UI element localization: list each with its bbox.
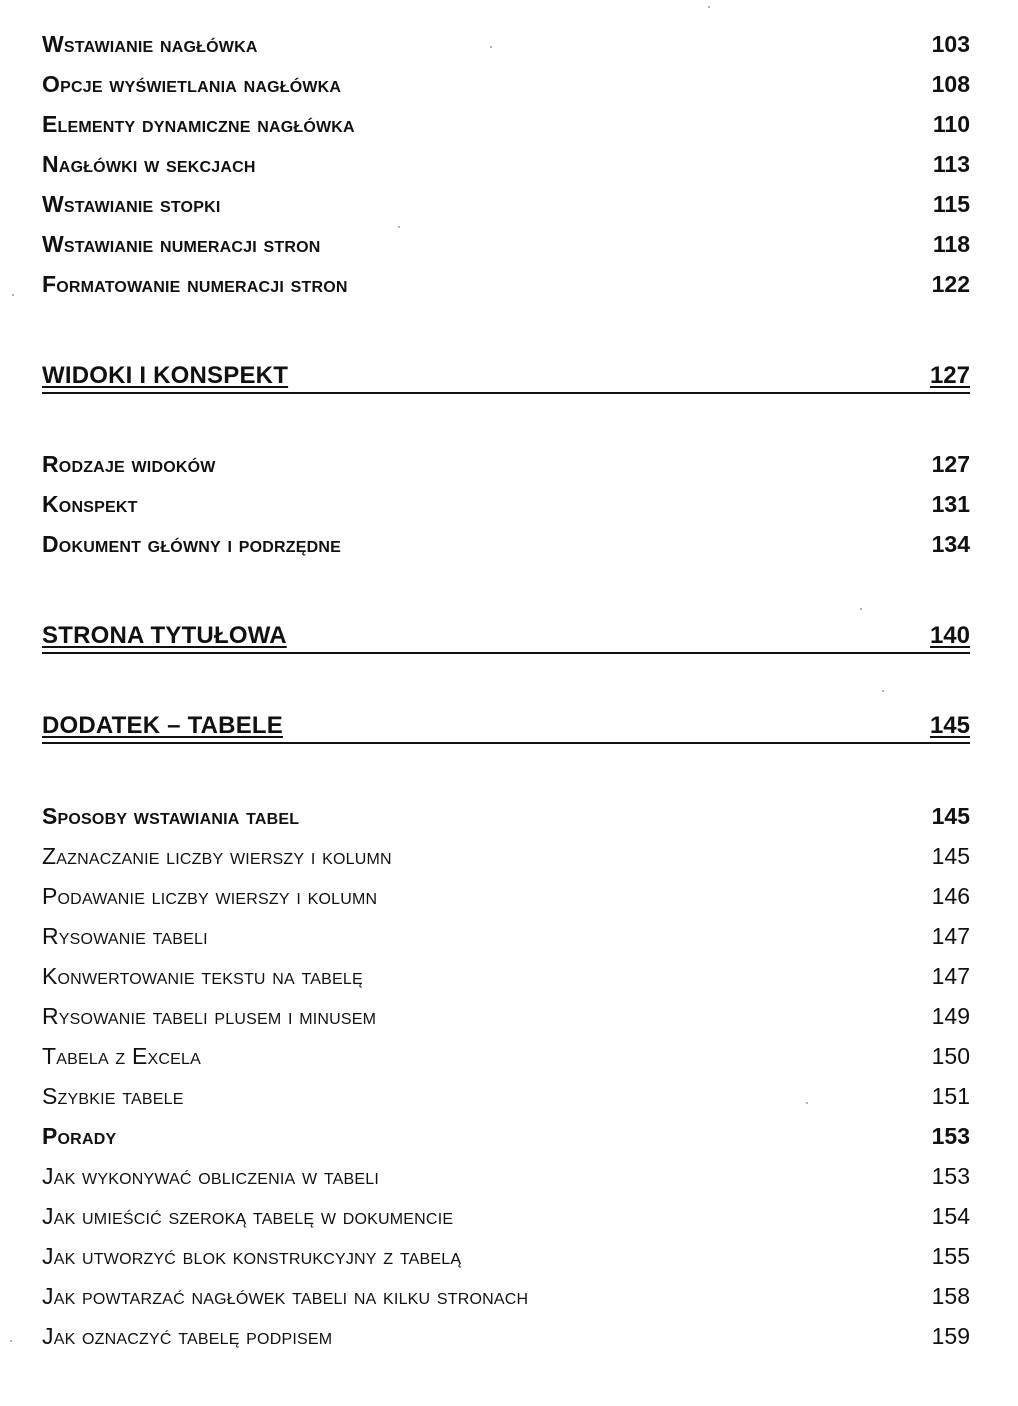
toc-entry-page: 151 [931,1083,970,1109]
toc-entry [42,70,970,102]
scan-speck [882,690,884,692]
toc-chapter-title: WIDOKI I KONSPEKT [42,362,289,389]
toc-entry [42,230,970,262]
chapter-rule [42,742,970,744]
toc-entry [42,1122,970,1154]
toc-entry-page: 134 [931,531,970,557]
toc-entry-page: 159 [931,1323,970,1349]
toc-entry-page: 146 [931,883,970,909]
toc-entry [42,530,970,562]
toc-entry-title: Porady [42,1123,117,1149]
toc-entry-title: Rysowanie tabeli plusem i minusem [42,1003,377,1029]
scan-speck [490,46,492,48]
toc-entry-page: 150 [931,1043,970,1069]
toc-entry-title: Jak oznaczyć tabelę podpisem [42,1323,333,1349]
toc-chapter-heading [42,704,970,744]
toc-chapter-title: STRONA TYTUŁOWA [42,622,287,649]
toc-entry [42,1162,970,1194]
toc-entry [42,450,970,482]
toc-entry [42,922,970,954]
toc-entry-page: 145 [931,803,970,829]
toc-entry [42,30,970,62]
toc-entry-title: Konspekt [42,491,138,517]
toc-entry-page: 108 [931,71,970,97]
toc-entry-title: Rysowanie tabeli [42,923,208,949]
toc-entry-page: 115 [932,191,970,217]
toc-entry-title: Podawanie liczby wierszy i kolumn [42,883,378,909]
toc-entry-page: 122 [931,271,970,297]
toc-chapter-heading [42,354,970,394]
toc-entry-page: 155 [931,1243,970,1269]
toc-entry-title: Jak utworzyć blok konstrukcyjny z tabelą [42,1243,462,1269]
toc-chapter-page: 140 [929,622,970,649]
toc-entry-title: Wstawianie numeracji stron [42,231,321,257]
toc-entry [42,270,970,302]
scan-speck [860,608,862,610]
toc-entry-page: 149 [931,1003,970,1029]
toc-entry-title: Konwertowanie tekstu na tabelę [42,963,363,989]
toc-entry [42,802,970,834]
scan-speck [708,6,710,8]
toc-entry [42,1042,970,1074]
toc-chapter-page: 127 [929,362,970,389]
toc-entry [42,842,970,874]
toc-entry-title: Tabela z Excela [42,1043,201,1069]
toc-entry [42,1322,970,1354]
toc-entry-title: Wstawianie nagłówka [42,31,258,57]
toc-entry-page: 153 [931,1123,970,1149]
toc-entry-page: 147 [931,963,970,989]
toc-entry-page: 103 [931,31,970,57]
toc-entry-page: 110 [932,111,970,137]
toc-entry-title: Formatowanie numeracji stron [42,271,348,297]
toc-entry-title: Wstawianie stopki [42,191,221,217]
scan-speck [10,1340,12,1342]
toc-entry-title: Rodzaje widoków [42,451,216,477]
toc-entry-page: 153 [931,1163,970,1189]
toc-chapter-page: 145 [929,712,970,739]
scan-speck [398,226,400,228]
toc-entry-title: Szybkie tabele [42,1083,184,1109]
toc-entry [42,1202,970,1234]
scan-speck [806,1102,808,1104]
chapter-rule [42,652,970,654]
toc-entry-title: Jak powtarzać nagłówek tabeli na kilku stronach [42,1283,529,1309]
toc-entry-page: 145 [931,843,970,869]
toc-entry-title: Elementy dynamiczne nagłówka [42,111,355,137]
toc-entry [42,1002,970,1034]
toc-entry-title: Dokument główny i podrzędne [42,531,341,557]
toc-entry [42,1242,970,1274]
toc-chapter-title: DODATEK – TABELE [42,712,283,739]
toc-entry-title: Jak umieścić szeroką tabelę w dokumencie [42,1203,454,1229]
toc-entry-page: 154 [931,1203,970,1229]
toc-entry [42,110,970,142]
toc-entry-page: 147 [931,923,970,949]
toc-entry-title: Opcje wyświetlania nagłówka [42,71,342,97]
toc-entry-page: 113 [932,151,970,177]
toc-entry [42,190,970,222]
toc-entry [42,962,970,994]
toc-entry [42,490,970,522]
toc-entry-title: Jak wykonywać obliczenia w tabeli [42,1163,380,1189]
toc-entry-page: 127 [931,451,970,477]
toc-entry-page: 131 [931,491,970,517]
chapter-rule [42,392,970,394]
toc-entry-page: 158 [931,1283,970,1309]
toc-entry-page: 118 [932,231,970,257]
toc-entry [42,882,970,914]
toc-entry [42,1282,970,1314]
toc-entry-title: Zaznaczanie liczby wierszy i kolumn [42,843,392,869]
toc-entry [42,1082,970,1114]
scan-speck [12,294,14,296]
toc-entry-title: Nagłówki w sekcjach [42,151,256,177]
toc-entry-title: Sposoby wstawiania tabel [42,803,300,829]
toc-entry [42,150,970,182]
toc-chapter-heading [42,614,970,654]
